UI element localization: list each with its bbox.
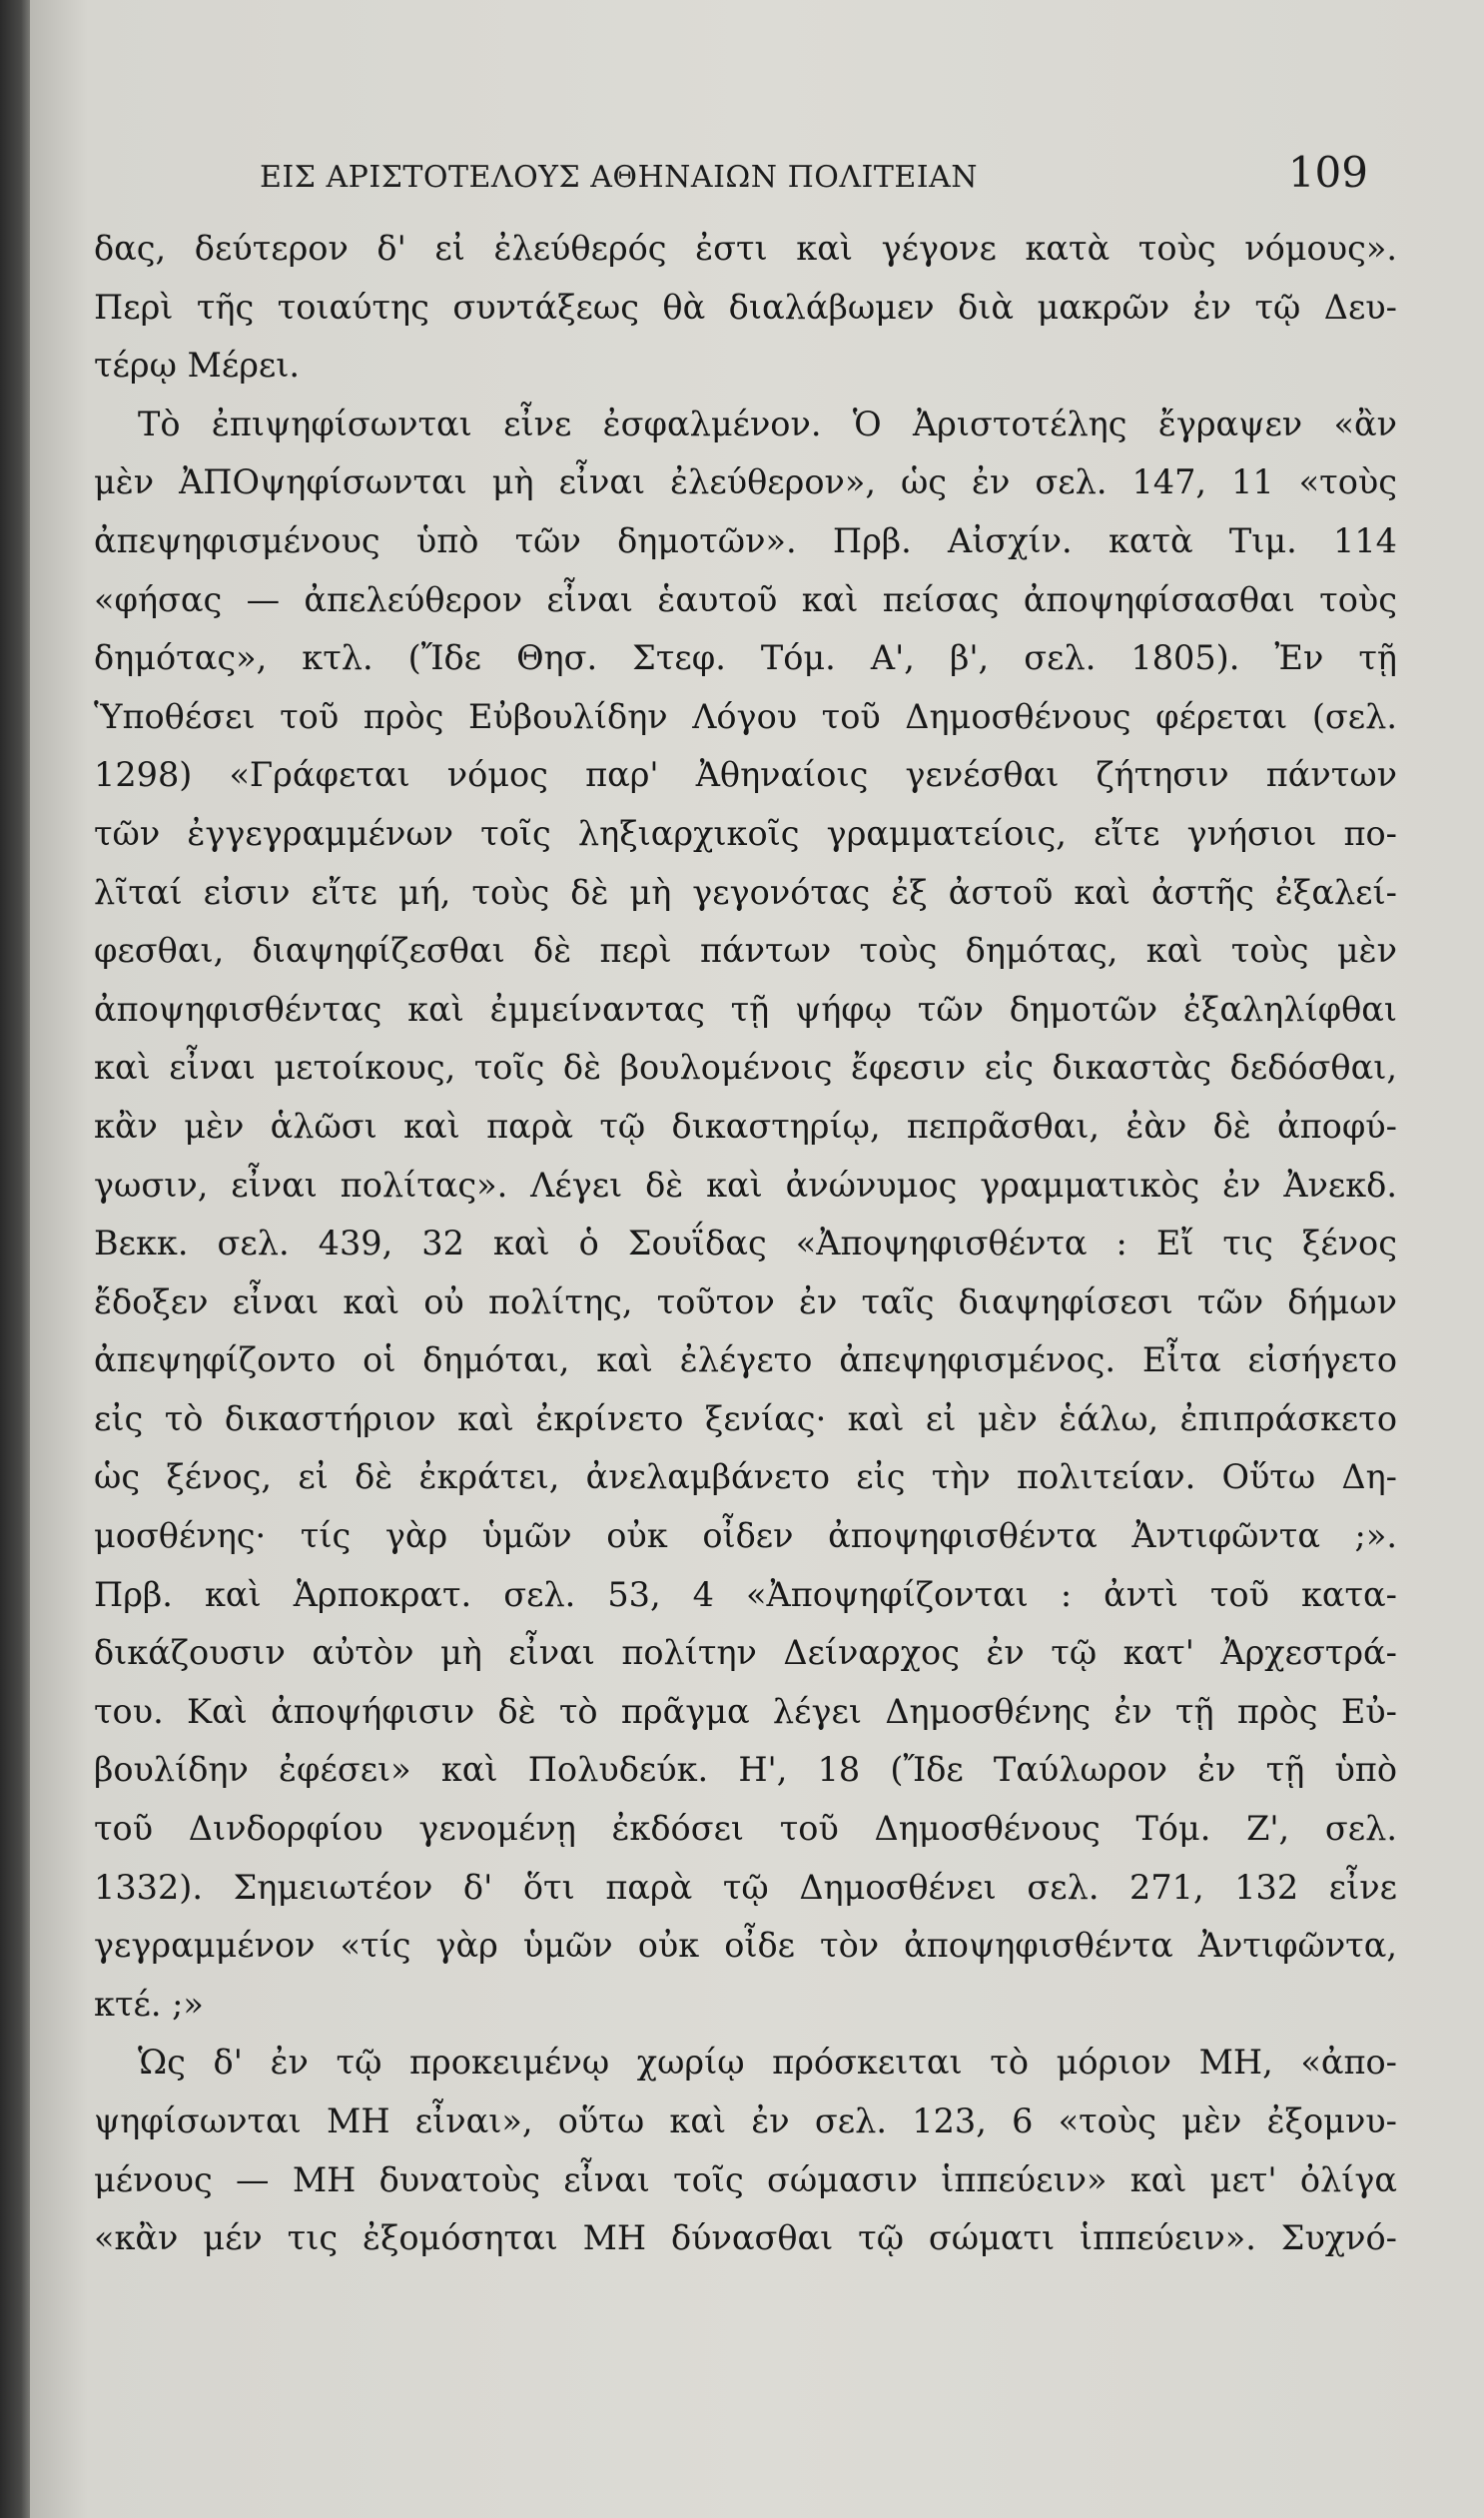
text-line: 1298) «Γράφεται νόμος παρ' Ἀθηναίοις γενέσθαι ζήτησιν πάντων xyxy=(94,755,1397,795)
text-line: του. Καὶ ἀποψήφισιν δὲ τὸ πρᾶγμα λέγει Δημοσθένης ἐν τῇ πρὸς Εὐ- xyxy=(94,1691,1397,1731)
text-line: καὶ εἶναι μετοίκους, τοῖς δὲ βουλομένοις ἔφεσιν εἰς δικαστὰς δεδόσθαι, xyxy=(94,1048,1397,1088)
text-line: μένους — ΜΗ δυνατοὺς εἶναι τοῖς σώμασιν ἱππεύειν» καὶ μετ' ὀλίγα xyxy=(94,2159,1397,2199)
scan-binding-edge xyxy=(0,0,30,2518)
running-title: ΕΙΣ ΑΡΙΣΤΟΤΕΛΟΥΣ ΑΘΗΝΑΙΩΝ ΠΟΛΙΤΕΙΑΝ xyxy=(260,160,979,195)
text-line: Ὡς δ' ἐν τῷ προκειμένῳ χωρίῳ πρόσκειται τὸ μόριον ΜΗ, «ἀπο- xyxy=(138,2043,1397,2083)
text-line: δημότας», κτλ. (Ἴδε Θησ. Στεφ. Τόμ. Α', β', σελ. 1805). Ἐν τῇ xyxy=(94,638,1397,678)
text-line: 1332). Σημειωτέον δ' ὅτι παρὰ τῷ Δημοσθένει σελ. 271, 132 εἶνε xyxy=(94,1867,1397,1907)
text-line: ἀπεψηφισμένους ὑπὸ τῶν δημοτῶν». Πρβ. Αἰσχίν. κατὰ Τιμ. 114 xyxy=(94,520,1397,560)
text-line: εἰς τὸ δικαστήριον καὶ ἐκρίνετο ξενίας· καὶ εἰ μὲν ἑάλω, ἐπιπράσκετο xyxy=(94,1398,1397,1438)
text-line: μοσθένης· τίς γὰρ ὑμῶν οὐκ οἶδεν ἀποψηφισθέντα Ἀντιφῶντα ;». xyxy=(94,1516,1397,1556)
text-line: «φήσας — ἀπελεύθερον εἶναι ἑαυτοῦ καὶ πείσας ἀποψηφίσασθαι τοὺς xyxy=(94,579,1397,619)
text-line: Πρβ. καὶ Ἁρποκρατ. σελ. 53, 4 «Ἀποψηφίζονται : ἀντὶ τοῦ κατα- xyxy=(94,1574,1397,1614)
text-line: τῶν ἐγγεγραμμένων τοῖς ληξιαρχικοῖς γραμματείοις, εἴτε γνήσιοι πο- xyxy=(94,813,1397,853)
running-header xyxy=(260,148,1368,208)
text-line: ἔδοξεν εἶναι καὶ οὐ πολίτης, τοῦτον ἐν ταῖς διαψηφίσεσι τῶν δήμων xyxy=(94,1281,1397,1321)
body-text xyxy=(94,220,1397,2268)
text-line: «κἂν μέν τις ἐξομόσηται ΜΗ δύνασθαι τῷ σώματι ἱππεύειν». Συχνό- xyxy=(94,2218,1397,2258)
text-line: Τὸ ἐπιψηφίσωνται εἶνε ἐσφαλμένον. Ὁ Ἀριστοτέλης ἔγραψεν «ἂν xyxy=(138,404,1397,443)
text-line: ἀπεψηφίζοντο οἱ δημόται, καὶ ἐλέγετο ἀπεψηφισμένος. Εἶτα εἰσήγετο xyxy=(94,1340,1397,1380)
text-line: γωσιν, εἶναι πολίτας». Λέγει δὲ καὶ ἀνώνυμος γραμματικὸς ἐν Ἀνεκδ. xyxy=(94,1165,1397,1205)
text-line: βουλίδην ἐφέσει» καὶ Πολυδεύκ. Η', 18 (Ἴδε Ταύλωρον ἐν τῇ ὑπὸ xyxy=(94,1750,1397,1790)
text-line: ἀποψηφισθέντας καὶ ἐμμείναντας τῇ ψήφῳ τῶν δημοτῶν ἐξαληλίφθαι xyxy=(94,989,1397,1029)
text-line: κἂν μὲν ἁλῶσι καὶ παρὰ τῷ δικαστηρίῳ, πεπρᾶσθαι, ἐὰν δὲ ἀποφύ- xyxy=(94,1106,1397,1146)
text-line: τέρῳ Μέρει. xyxy=(94,346,301,386)
text-line: δας, δεύτερον δ' εἰ ἐλεύθερός ἐστι καὶ γέγονε κατὰ τοὺς νόμους». xyxy=(94,229,1397,268)
text-line: κτέ. ;» xyxy=(94,1984,204,2024)
text-line: Περὶ τῆς τοιαύτης συντάξεως θὰ διαλάβωμεν διὰ μακρῶν ἐν τῷ Δευ- xyxy=(94,287,1397,327)
text-line: γεγραμμένον «τίς γὰρ ὑμῶν οὐκ οἶδε τὸν ἀποψηφισθέντα Ἀντιφῶντα, xyxy=(94,1926,1397,1966)
text-line: δικάζουσιν αὐτὸν μὴ εἶναι πολίτην Δείναρχος ἐν τῷ κατ' Ἀρχεστρά- xyxy=(94,1633,1397,1673)
text-line: Βεκκ. σελ. 439, 32 καὶ ὁ Σουΐδας «Ἀποψηφισθέντα : Εἴ τις ξένος xyxy=(94,1224,1397,1263)
text-line: μὲν ἈΠΟψηφίσωνται μὴ εἶναι ἐλεύθερον», ὡς ἐν σελ. 147, 11 «τοὺς xyxy=(94,462,1397,502)
text-line: τοῦ Δινδορφίου γενομένῃ ἐκδόσει τοῦ Δημοσθένους Τόμ. Ζ', σελ. xyxy=(94,1809,1397,1849)
text-line: ψηφίσωνται ΜΗ εἶναι», οὕτω καὶ ἐν σελ. 123, 6 «τοὺς μὲν ἐξομνυ- xyxy=(94,2101,1397,2140)
page-number: 109 xyxy=(1287,148,1368,197)
text-line: φεσθαι, διαψηφίζεσθαι δὲ περὶ πάντων τοὺς δημότας, καὶ τοὺς μὲν xyxy=(94,931,1397,971)
text-line: λῖταί εἰσιν εἴτε μή, τοὺς δὲ μὴ γεγονότας ἐξ ἀστοῦ καὶ ἀστῆς ἐξαλεί- xyxy=(94,872,1397,912)
text-line: ὡς ξένος, εἰ δὲ ἐκράτει, ἀνελαμβάνετο εἰς τὴν πολιτείαν. Οὕτω Δη- xyxy=(94,1457,1397,1497)
text-line: Ὑποθέσει τοῦ πρὸς Εὐβουλίδην Λόγου τοῦ Δημοσθένους φέρεται (σελ. xyxy=(94,696,1397,736)
book-page xyxy=(30,0,1484,2518)
